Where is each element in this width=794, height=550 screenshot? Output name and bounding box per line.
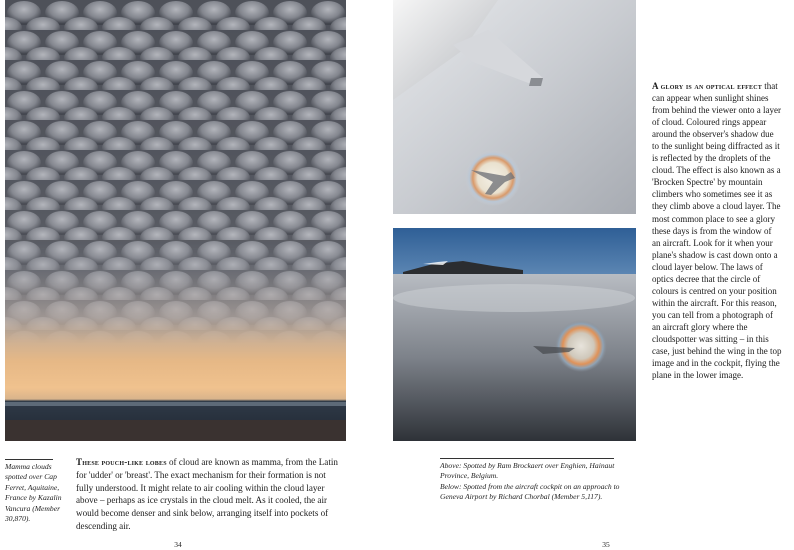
- mammatus-text: of cloud are known as mamma, from the Latin for 'udder' or 'breast'. The exact mechanism for their formation is not fully understood. It might relate to air cooling within the cloud layer above – perhaps as ice crystals in the cloud melt. As it cooled, the air would become denser and sink below, arranging itself into pockets of descending air.: [76, 457, 338, 531]
- wing-glory-photo: [393, 0, 636, 214]
- glory-lead-in: A glory is an optical effect: [652, 81, 762, 91]
- wing-glory-image: [393, 0, 636, 214]
- mammatus-lead-in: These pouch-like lobes: [76, 457, 167, 467]
- mammatus-cloud-image: [5, 0, 346, 441]
- mammatus-caption: Mamma clouds spotted over Cap Ferret, Aquitaine, France by Kazalin Vancura (Member 30,870).: [5, 462, 62, 524]
- left-caption-rule: [5, 459, 53, 460]
- right-caption-rule: [440, 458, 614, 459]
- page-number-left: 34: [174, 540, 182, 549]
- page-number-right: 35: [602, 540, 610, 549]
- caption-above: Above: Spotted by Ram Brockaert over Enghien, Hainaut Province, Belgium.: [440, 461, 615, 481]
- photo-captions: [440, 461, 622, 503]
- mammatus-body-text: [76, 456, 344, 533]
- mammatus-cloud-photo: [5, 0, 346, 441]
- cockpit-glory-photo: [393, 228, 636, 441]
- glory-text: that can appear when sunlight shines from behind the viewer onto a layer of cloud. Coloured rings appear around the observer's shadow due to the sunlight being diffracted as it is reflected by the droplets of the cloud. The effect is also known as a 'Brocken Spectre' by mountain climbers who sometimes see it as they climb above a cloud layer. The most common place to see a glory these days is from the window of an aircraft. Look for it when your plane's shadow is cast down onto a cloud layer below. The laws of optics decree that the circle of colours is centred on your position within the aircraft. For this reason, you can tell from a photograph of an aircraft glory where the cloudspotter was sitting – in this case, just behind the wing in the top image and in the cockpit, flying the plane in the lower image.: [652, 81, 782, 381]
- cockpit-glory-image: [393, 228, 636, 441]
- glory-description-column: [652, 80, 782, 381]
- caption-below: Below: Spotted from the aircraft cockpit on an approach to Geneva Airport by Richard Chorbal (Member 5,117).: [440, 481, 620, 502]
